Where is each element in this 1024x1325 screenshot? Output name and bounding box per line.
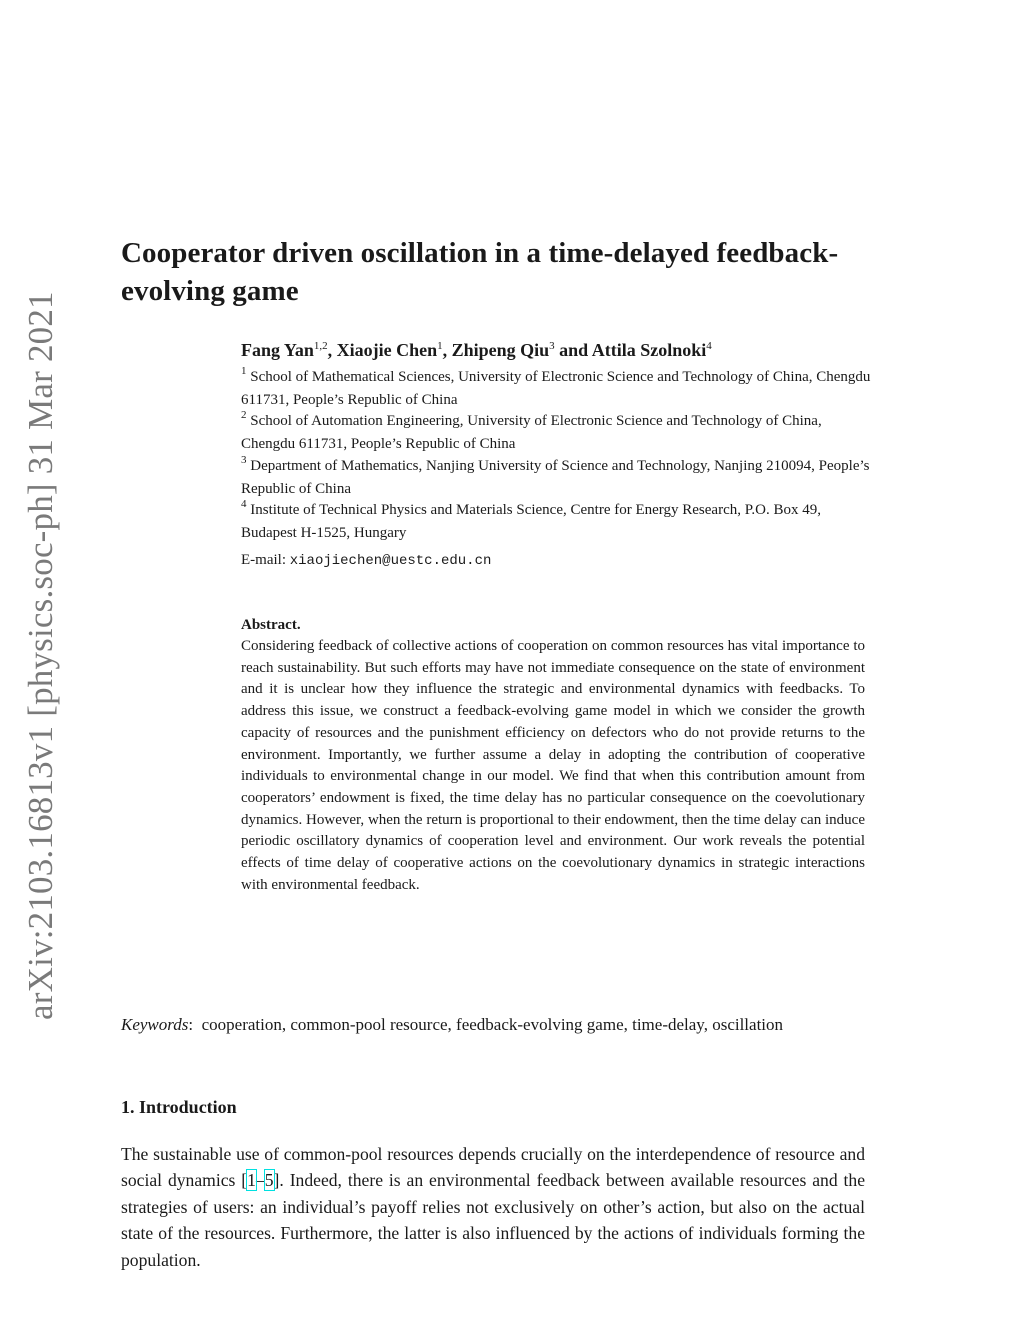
affiliation-marker: 1,2 <box>313 340 328 352</box>
contact-email <box>241 549 841 572</box>
citation-link[interactable]: 5 <box>264 1170 274 1191</box>
keywords <box>121 1012 865 1038</box>
email-label: E-mail: <box>241 552 286 568</box>
affiliation-text: School of Mathematical Sciences, University of Electronic Science and Technology of China, Chengdu 611731, People’s Republic of China <box>241 369 871 408</box>
abstract-heading: Abstract. <box>241 617 301 633</box>
abstract-text: Considering feedback of collective actions of cooperation on common resources has vital importance to reach sustainability. But such efforts may have not immediate consequence on the state of environment and it is unclear how they influence the strategic and environmental dynamics with feedbacks. To address this issue, we construct a feedback-evolving game model in which we consider the growth capacity of resources and the punishment efficiency on defectors who do not provide returns to the environment. Importantly, we further assume a delay in adopting the contribution of cooperative individuals to environmental change in our model. We find that when this contribution amount from cooperators’ endowment is fixed, the time delay has no particular consequence on the coevolutionary dynamics. However, when the return is proportional to their endowment, then the time delay can induce periodic oscillatory dynamics of cooperation level and environment. Our work reveals the potential effects of time delay of cooperative actions on the coevolutionary dynamics in strategic interactions with environmental feedback. <box>241 638 865 893</box>
affiliation-marker: 1 <box>437 340 443 352</box>
author-name: Zhipeng Qiu <box>451 340 550 360</box>
affiliation-marker: 4 <box>706 340 712 352</box>
keywords-label: Keywords <box>121 1015 189 1034</box>
affiliation-number: 1 <box>241 365 247 377</box>
author-joiner: and <box>559 340 589 360</box>
affiliation-number: 4 <box>241 498 247 511</box>
affiliation-item <box>241 500 871 544</box>
intro-text-start: The sustainable use of common-pool resources depends crucially on the interdependence of resource and social dynamics [ <box>121 1144 865 1191</box>
keywords-text: cooperation, common-pool resource, feedback-evolving game, time-delay, oscillation <box>201 1015 784 1034</box>
author-name: Fang Yan <box>241 340 314 360</box>
section-heading-introduction: 1. Introduction <box>121 1097 237 1117</box>
affiliation-item <box>241 411 871 455</box>
author-name: Attila Szolnoki <box>591 340 707 360</box>
affiliation-marker: 3 <box>549 340 555 352</box>
author-list: Fang Yan$^{1,2}$, Xiaojie Chen$^1$, Zhipeng Qiu$^3$ and Attila Szolnoki$^4$ <box>241 340 712 360</box>
affiliation-item <box>241 367 871 411</box>
keywords-colon: : <box>188 1015 194 1034</box>
citation-link[interactable]: 1 <box>247 1170 256 1191</box>
arxiv-identifier-stamp: arXiv:2103.16813v1 [physics.soc-ph] 31 Mar 2021 <box>21 291 60 1020</box>
citation-range-dash: – <box>255 1170 265 1191</box>
affiliation-item <box>241 453 871 500</box>
affiliation-text: Institute of Technical Physics and Materials Science, Centre for Energy Research, P.O. Box 49, Budapest H-1525, Hungary <box>241 502 822 541</box>
introduction-paragraph <box>121 1141 865 1273</box>
affiliation-text: School of Automation Engineering, University of Electronic Science and Technology of China, Chengdu 611731, People’s Republic of China <box>241 413 822 453</box>
affiliation-number: 2 <box>241 409 247 422</box>
intro-text-rest: ]. Indeed, there is an environmental feedback between available resources and the strategies of users: an individual’s payoff relies not exclusively on other’s action, but also on the actual state of the resources. Furthermore, the latter is also influenced by the actions of individuals forming the population. <box>121 1170 866 1270</box>
author-name: Xiaojie Chen <box>336 340 438 360</box>
affiliation-text: Department of Mathematics, Nanjing University of Science and Technology, Nanjing 210094, People’s Republic of China <box>241 457 870 497</box>
affiliation-list <box>241 367 871 545</box>
paper-title: Cooperator driven oscillation in a time-delayed feedback-evolving game <box>121 237 839 307</box>
email-address: xiaojiechen@uestc.edu.cn <box>289 553 492 569</box>
affiliation-number: 3 <box>241 453 247 466</box>
